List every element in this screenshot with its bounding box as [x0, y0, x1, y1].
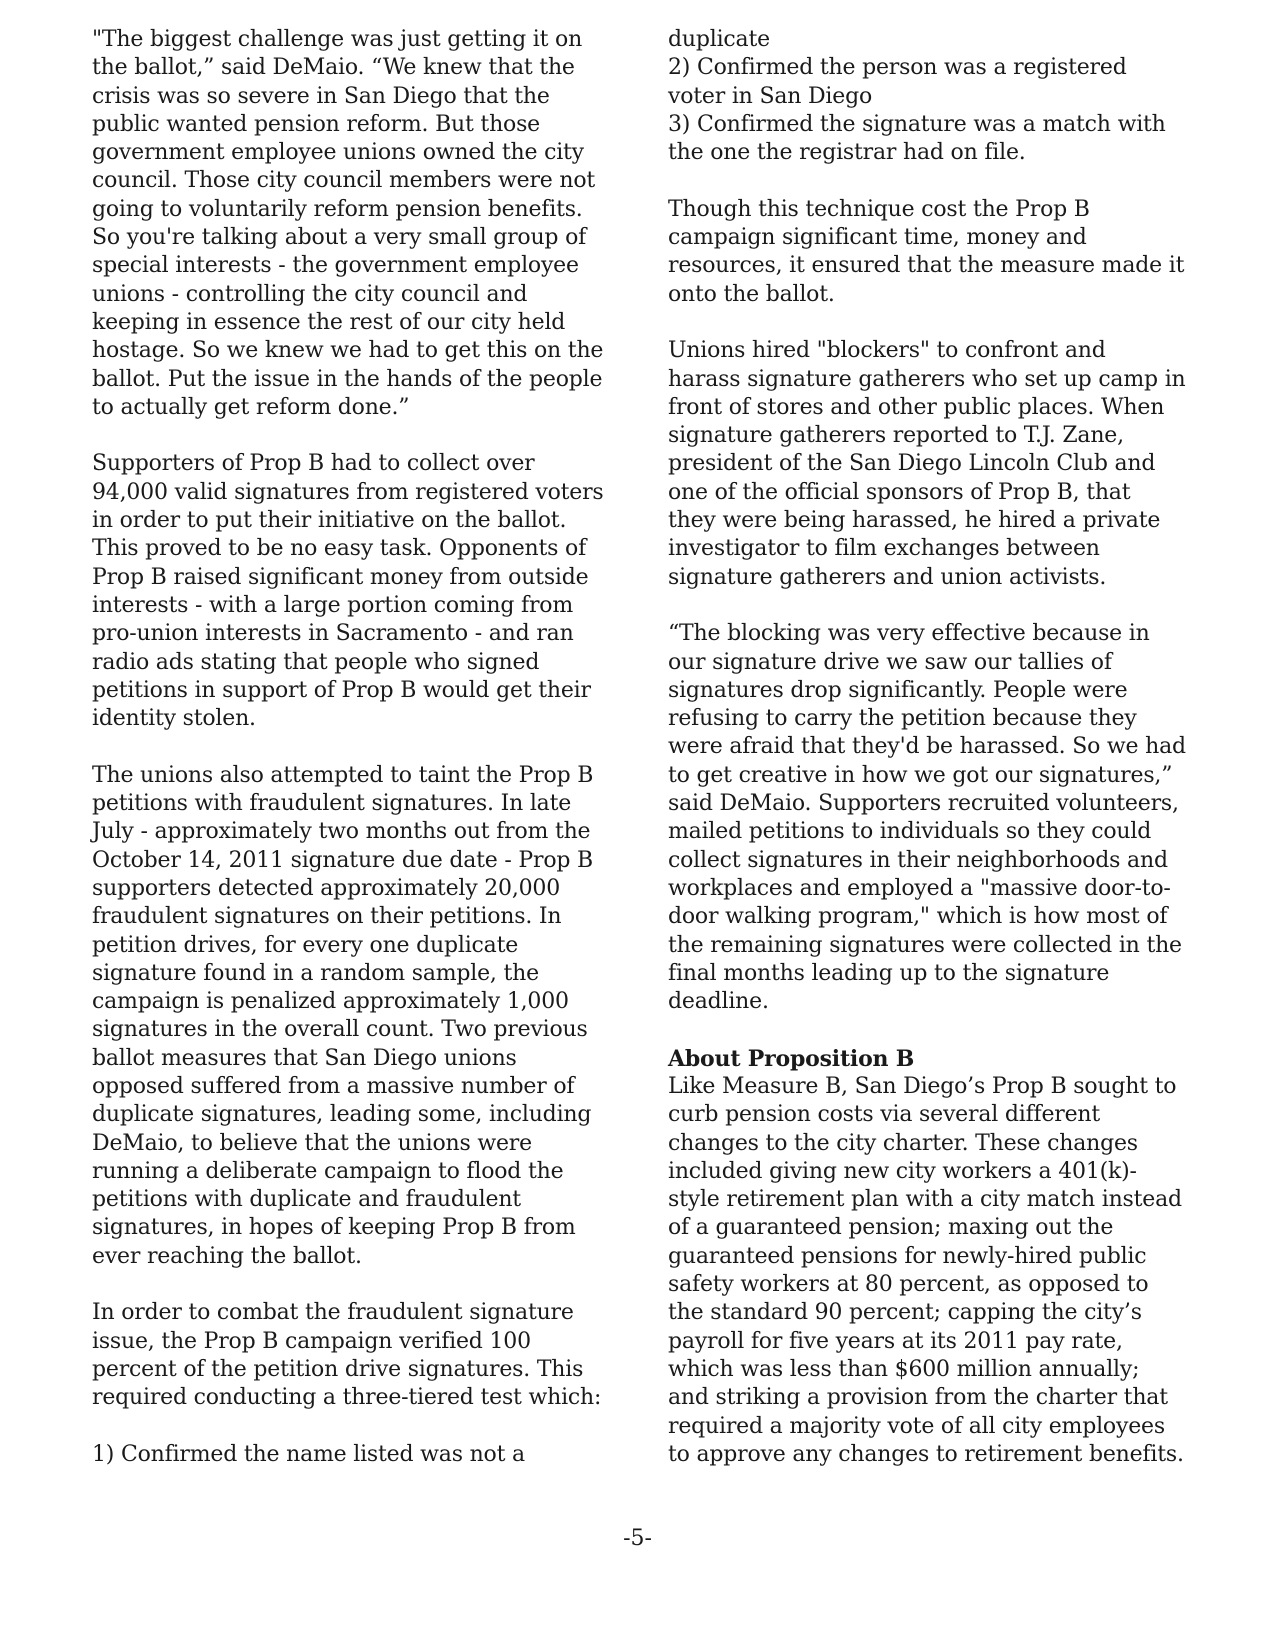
text-line: resources, it ensured that the measure made it [668, 253, 1185, 279]
text-line: petitions with fraudulent signatures. In late [92, 791, 572, 817]
text-line: the standard 90 percent; capping the city’s [668, 1300, 1142, 1326]
text-line: pro-union interests in Sacramento - and ran [92, 621, 574, 647]
text-line: running a deliberate campaign to flood the [92, 1158, 564, 1184]
text-line: So you're talking about a very small group of [92, 225, 587, 251]
text-line: safety workers at 80 percent, as opposed to [668, 1272, 1149, 1298]
text-line: signatures, in hopes of keeping Prop B from [92, 1215, 576, 1241]
text-line: said DeMaio. Supporters recruited volunteers, [668, 791, 1179, 817]
text-line: Unions hired "blockers" to confront and [668, 338, 1106, 364]
paragraph-gap [668, 1016, 1203, 1044]
right-column [668, 26, 1203, 1469]
text-line: issue, the Prop B campaign verified 100 [92, 1328, 531, 1354]
paragraph [92, 1299, 612, 1412]
text-line: required a majority vote of all city employees [668, 1413, 1165, 1439]
text-line: petitions with duplicate and fraudulent [92, 1187, 521, 1213]
text-line: campaign is penalized approximately 1,000 [92, 989, 569, 1015]
text-line: “The blocking was very effective because in [668, 621, 1150, 647]
text-line: duplicate signatures, leading some, including [92, 1102, 592, 1128]
text-line: changes to the city charter. These changes [668, 1130, 1138, 1156]
text-line: Supporters of Prop B had to collect over [92, 451, 535, 477]
text-line: the one the registrar had on file. [668, 140, 1026, 166]
text-line: deadline. [668, 989, 769, 1015]
text-line: signatures drop significantly. People were [668, 677, 1128, 703]
text-line: crisis was so severe in San Diego that the [92, 83, 550, 109]
text-line: ballot measures that San Diego unions [92, 1045, 517, 1071]
text-line: door walking program," which is how most of [668, 904, 1168, 930]
text-line: voter in San Diego [668, 83, 873, 109]
about-proposition-section [668, 1045, 1203, 1469]
text-line: Like Measure B, San Diego’s Prop B sought to [668, 1073, 1177, 1099]
text-line: president of the San Diego Lincoln Club and [668, 451, 1156, 477]
text-line: style retirement plan with a city match instead [668, 1187, 1182, 1213]
text-line: hostage. So we knew we had to get this on the [92, 338, 604, 364]
text-line: signatures in the overall count. Two previous [92, 1017, 588, 1043]
section-heading: About Proposition B [668, 1045, 915, 1072]
text-line: ballot. Put the issue in the hands of the people [92, 366, 603, 392]
text-line: the ballot,” said DeMaio. “We knew that the [92, 55, 575, 81]
text-line: signature gatherers and union activists. [668, 564, 1107, 590]
text-line: supporters detected approximately 20,000 [92, 875, 561, 901]
text-line: ever reaching the ballot. [92, 1243, 362, 1269]
text-line: the remaining signatures were collected in the [668, 932, 1182, 958]
paragraph-gap [92, 1271, 612, 1299]
text-line: fraudulent signatures on their petitions. In [92, 904, 562, 930]
paragraph [92, 1441, 612, 1469]
text-line: Prop B raised significant money from outside [92, 564, 589, 590]
text-line: council. Those city council members were not [92, 168, 596, 194]
text-line: harass signature gatherers who set up camp in [668, 366, 1186, 392]
text-line: radio ads stating that people who signed [92, 649, 540, 675]
paragraph-gap [668, 592, 1203, 620]
text-line: mailed petitions to individuals so they could [668, 819, 1152, 845]
paragraph [92, 26, 612, 422]
text-line: signature gatherers reported to T.J. Zane, [668, 423, 1124, 449]
text-line: 94,000 valid signatures from registered voters [92, 479, 604, 505]
left-column [92, 26, 612, 1469]
text-line: unions - controlling the city council and [92, 281, 528, 307]
text-line: to actually get reform done.” [92, 394, 410, 420]
text-line: to approve any changes to retirement benefits. [668, 1441, 1184, 1467]
paragraph [92, 450, 612, 733]
paragraph-gap [668, 167, 1203, 195]
paragraph [92, 762, 612, 1271]
text-line: in order to put their initiative on the ballot. [92, 508, 567, 534]
text-line: This proved to be no easy task. Opponents of [92, 536, 587, 562]
text-line: identity stolen. [92, 706, 256, 732]
text-line: they were being harassed, he hired a private [668, 508, 1161, 534]
paragraph-gap [92, 422, 612, 450]
text-line: keeping in essence the rest of our city held [92, 309, 566, 335]
text-line: to get creative in how we got our signatures,” [668, 762, 1173, 788]
text-line: petitions in support of Prop B would get their [92, 677, 591, 703]
text-line: final months leading up to the signature [668, 960, 1110, 986]
text-line: government employee unions owned the city [92, 140, 584, 166]
text-line: DeMaio, to believe that the unions were [92, 1130, 532, 1156]
text-line: signature found in a random sample, the [92, 960, 539, 986]
text-line: investigator to film exchanges between [668, 536, 1100, 562]
paragraph [668, 196, 1203, 309]
text-line: 1) Confirmed the name listed was not a [92, 1441, 525, 1467]
text-line: public wanted pension reform. But those [92, 111, 541, 137]
text-line: were afraid that they'd be harassed. So we had [668, 734, 1186, 760]
paragraph-gap [92, 733, 612, 761]
text-line: refusing to carry the petition because they [668, 706, 1137, 732]
text-line: collect signatures in their neighborhoods and [668, 847, 1168, 873]
text-line: Though this technique cost the Prop B [668, 196, 1090, 222]
text-line: and striking a provision from the charter that [668, 1385, 1168, 1411]
paragraph-gap [92, 1413, 612, 1441]
text-line: payroll for five years at its 2011 pay rate, [668, 1328, 1123, 1354]
text-line: onto the ballot. [668, 281, 835, 307]
text-line: interests - with a large portion coming from [92, 592, 573, 618]
text-line: one of the official sponsors of Prop B, that [668, 479, 1131, 505]
text-line: 2) Confirmed the person was a registered [668, 55, 1127, 81]
text-line: curb pension costs via several different [668, 1102, 1101, 1128]
paragraph [668, 337, 1203, 592]
text-line: "The biggest challenge was just getting it on [92, 27, 583, 52]
text-line: October 14, 2011 signature due date - Prop B [92, 847, 594, 873]
text-line: special interests - the government employee [92, 253, 579, 279]
text-line: July - approximately two months out from the [92, 819, 591, 845]
text-line: The unions also attempted to taint the Prop B [92, 762, 594, 788]
text-line: included giving new city workers a 401(k)- [668, 1158, 1137, 1184]
paragraph [668, 620, 1203, 1016]
text-line: which was less than $600 million annually; [668, 1356, 1140, 1382]
text-line: campaign significant time, money and [668, 225, 1087, 251]
text-line: guaranteed pensions for newly-hired public [668, 1243, 1147, 1269]
text-line: In order to combat the fraudulent signature [92, 1300, 574, 1326]
text-line: petition drives, for every one duplicate [92, 932, 519, 958]
page-number: -5- [623, 1526, 652, 1551]
text-line: our signature drive we saw our tallies of [668, 649, 1112, 675]
paragraph-gap [668, 309, 1203, 337]
text-line: workplaces and employed a "massive door-to- [668, 875, 1171, 901]
text-line: percent of the petition drive signatures. This [92, 1356, 584, 1382]
text-line: duplicate [668, 27, 770, 52]
text-line: required conducting a three-tiered test which: [92, 1385, 602, 1411]
text-line: front of stores and other public places. When [668, 394, 1165, 420]
text-line: opposed suffered from a massive number of [92, 1073, 575, 1099]
text-line: going to voluntarily reform pension benefits. [92, 196, 583, 222]
text-line: 3) Confirmed the signature was a match with [668, 111, 1166, 137]
paragraph [668, 26, 1203, 167]
text-line: of a guaranteed pension; maxing out the [668, 1215, 1114, 1241]
